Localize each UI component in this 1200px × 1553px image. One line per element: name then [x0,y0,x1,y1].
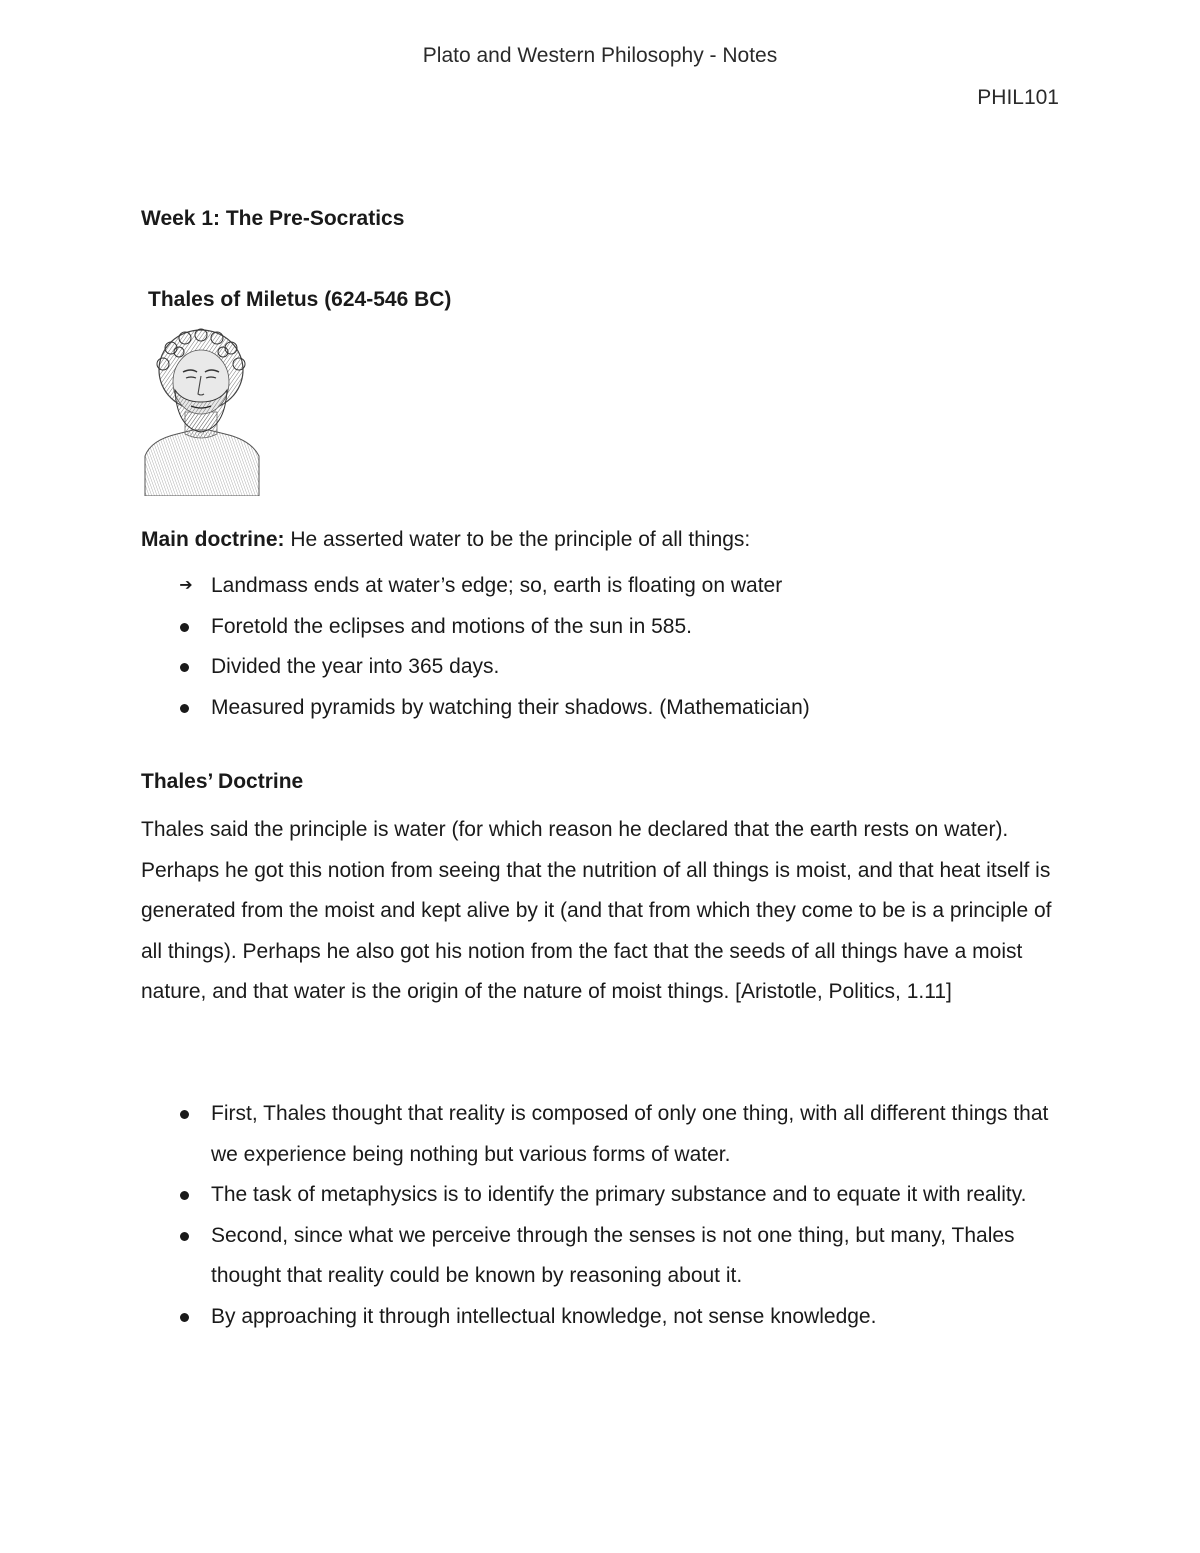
bullet-icon [180,1313,189,1322]
arrow-right-icon: ➔ [179,577,193,594]
main-doctrine-line [141,520,1071,561]
list-item-text: First, Thales thought that reality is composed of only one thing, with all different things that we experience being nothing but various forms of water. [211,1102,1049,1166]
bullet-icon [180,623,189,632]
course-code: PHIL101 [977,86,1059,109]
bullet-icon [180,1191,189,1200]
bullet-icon [180,1110,189,1119]
thales-doctrine-paragraph: Thales said the principle is water (for which reason he declared that the earth rests on water). Perhaps he got this notion from seeing that the nutrition of all things is moist, and that heat itself is generated from the moist and kept alive by it (and that from which they come to be is a principle of all things). Perhaps he also got his notion from the fact that the seeds of all things have a moist nature, and that water is the origin of the nature of moist things. [Aristotle, Politics, 1.11] [141,818,1052,1003]
list-item [141,1297,1071,1338]
list-item-text: Measured pyramids by watching their shadows. (Mathematician) [211,695,810,719]
list-item [141,1094,1071,1175]
document-header-title: Plato and Western Philosophy - Notes [422,44,778,67]
list-item [141,566,1071,607]
doctrine-list [141,566,1071,728]
list-item [141,688,1071,729]
list-item [141,1175,1071,1216]
list-item [141,647,1071,688]
bullet-icon [180,1232,189,1241]
bullet-icon [180,704,189,713]
list-item-text: The task of metaphysics is to identify the primary substance and to equate it with reality. [211,1183,1027,1206]
list-item [141,1216,1071,1297]
list-item-text: By approaching it through intellectual knowledge, not sense knowledge. [211,1304,877,1328]
bullet-icon [180,663,189,672]
week-heading: Week 1: The Pre-Socratics [141,207,405,230]
main-doctrine-label: Main doctrine: [141,528,285,551]
list-item-text: Divided the year into 365 days. [211,655,500,678]
points-list [141,1094,1071,1337]
list-item-text: Foretold the eclipses and motions of the sun in 585. [211,614,692,638]
list-item-text: Second, since what we perceive through the senses is not one thing, but many, Thales thought that reality could be known by reasoning about it. [211,1223,1015,1287]
main-doctrine-text: He asserted water to be the principle of all things: [284,528,751,551]
thales-portrait-icon [141,328,261,496]
thales-doctrine-heading: Thales’ Doctrine [141,770,304,793]
list-item-text: Landmass ends at water’s edge; so, earth is floating on water [211,574,783,597]
list-item [141,607,1071,648]
philosopher-heading: Thales of Miletus (624-546 BC) [148,288,452,311]
